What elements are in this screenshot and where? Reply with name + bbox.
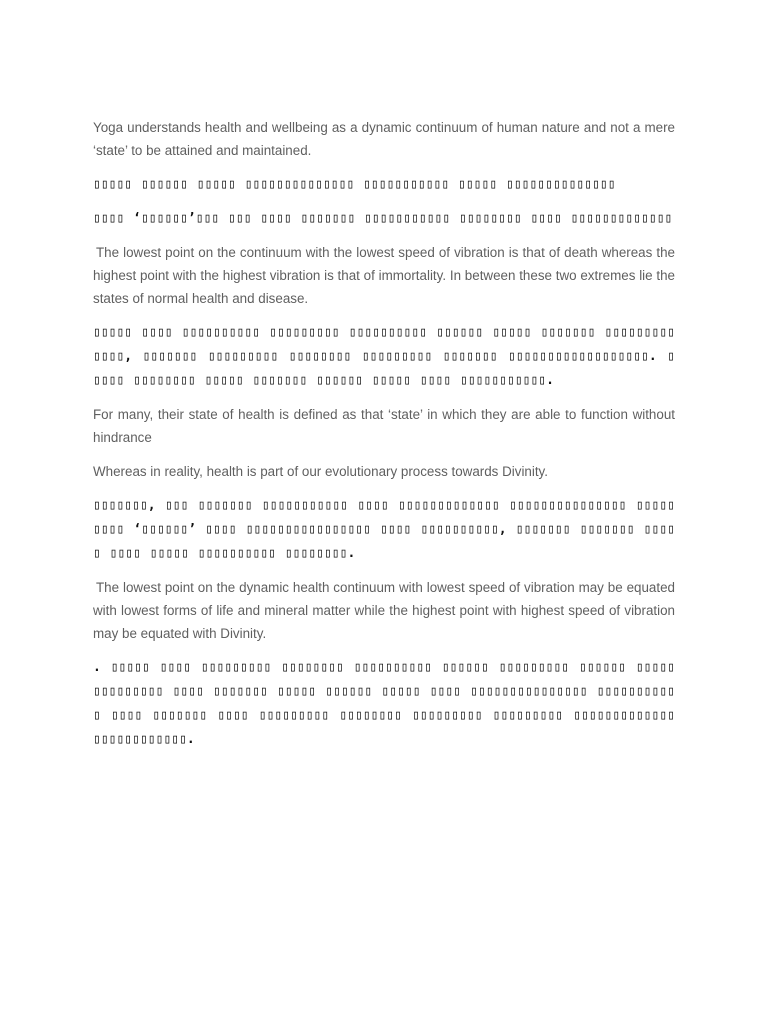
document-page [93,116,675,762]
paragraph-native-script-5: . ▯▯▯▯▯ ▯▯▯▯ ▯▯▯▯▯▯▯▯▯ ▯▯▯▯▯▯▯▯ ▯▯▯▯▯▯▯▯▯▯ ▯▯▯▯▯▯ ▯▯▯▯▯▯▯▯▯ ▯▯▯▯▯▯ ▯▯▯▯▯ ▯▯▯▯▯▯▯▯▯ ▯▯▯▯ ▯▯▯▯▯▯▯ ▯▯▯▯▯ ▯▯▯▯▯▯ ▯▯▯▯▯ ▯▯▯▯ ▯▯▯▯▯▯▯▯▯▯▯▯▯▯▯ ▯▯▯▯▯▯▯▯▯▯▯ ▯▯▯▯ ▯▯▯▯▯▯▯ ▯▯▯▯ ▯▯▯▯▯▯▯▯▯ ▯▯▯▯▯▯▯▯ ▯▯▯▯▯▯▯▯▯ ▯▯▯▯▯▯▯▯▯ ▯▯▯▯▯▯▯▯▯▯▯▯▯ ▯▯▯▯▯▯▯▯▯▯▯▯. [93,660,675,747]
paragraph-lowest-point-continuum: The lowest point on the continuum with the lowest speed of vibration is that of death whereas the highest point with the highest vibration is that of immortality. In between these two extremes lie the states of normal health and disease. [93,245,675,306]
paragraph-yoga-understands-health: Yoga understands health and wellbeing as a dynamic continuum of human nature and not a mere ‘state’ to be attained and maintained. [93,120,675,158]
paragraph-native-script-4: ▯▯▯▯▯▯▯, ▯▯▯ ▯▯▯▯▯▯▯ ▯▯▯▯▯▯▯▯▯▯▯ ▯▯▯▯ ▯▯▯▯▯▯▯▯▯▯▯▯▯ ▯▯▯▯▯▯▯▯▯▯▯▯▯▯▯ ▯▯▯▯▯▯▯▯▯ ‘▯▯▯▯▯▯’ ▯▯▯▯ ▯▯▯▯▯▯▯▯▯▯▯▯▯▯▯▯ ▯▯▯▯ ▯▯▯▯▯▯▯▯▯▯, ▯▯▯▯▯▯▯ ▯▯▯▯▯▯▯ ▯▯▯▯▯ ▯▯▯▯ ▯▯▯▯▯ ▯▯▯▯▯▯▯▯▯▯ ▯▯▯▯▯▯▯▯. [93,498,675,561]
paragraph-native-script-3: ▯▯▯▯▯ ▯▯▯▯ ▯▯▯▯▯▯▯▯▯▯ ▯▯▯▯▯▯▯▯▯ ▯▯▯▯▯▯▯▯▯▯ ▯▯▯▯▯▯ ▯▯▯▯▯ ▯▯▯▯▯▯▯ ▯▯▯▯▯▯▯▯▯▯▯▯▯, ▯▯▯▯▯▯▯ ▯▯▯▯▯▯▯▯▯ ▯▯▯▯▯▯▯▯ ▯▯▯▯▯▯▯▯▯ ▯▯▯▯▯▯▯ ▯▯▯▯▯▯▯▯▯▯▯▯▯▯▯▯▯▯. ▯ ▯▯▯▯ ▯▯▯▯▯▯▯▯ ▯▯▯▯▯ ▯▯▯▯▯▯▯ ▯▯▯▯▯▯ ▯▯▯▯▯ ▯▯▯▯ ▯▯▯▯▯▯▯▯▯▯▯. [93,325,675,388]
paragraph-health-evolutionary-process: Whereas in reality, health is part of our evolutionary process towards Divinity. [93,464,548,479]
paragraph-native-script-1: ▯▯▯▯▯ ▯▯▯▯▯▯ ▯▯▯▯▯ ▯▯▯▯▯▯▯▯▯▯▯▯▯▯ ▯▯▯▯▯▯▯▯▯▯▯ ▯▯▯▯▯ ▯▯▯▯▯▯▯▯▯▯▯▯▯▯ [93,177,616,192]
paragraph-state-of-health-defined: For many, their state of health is defined as that ‘state’ in which they are able to function without hindrance [93,407,675,445]
paragraph-dynamic-health-continuum: The lowest point on the dynamic health continuum with lowest speed of vibration may be equated with lowest forms of life and mineral matter while the highest point with highest speed of vibration may be equated with Divinity. [93,580,675,641]
paragraph-native-script-2: ▯▯▯▯ ‘▯▯▯▯▯▯’▯▯▯ ▯▯▯ ▯▯▯▯ ▯▯▯▯▯▯▯ ▯▯▯▯▯▯▯▯▯▯▯ ▯▯▯▯▯▯▯▯ ▯▯▯▯ ▯▯▯▯▯▯▯▯▯▯▯▯▯ [93,211,673,226]
